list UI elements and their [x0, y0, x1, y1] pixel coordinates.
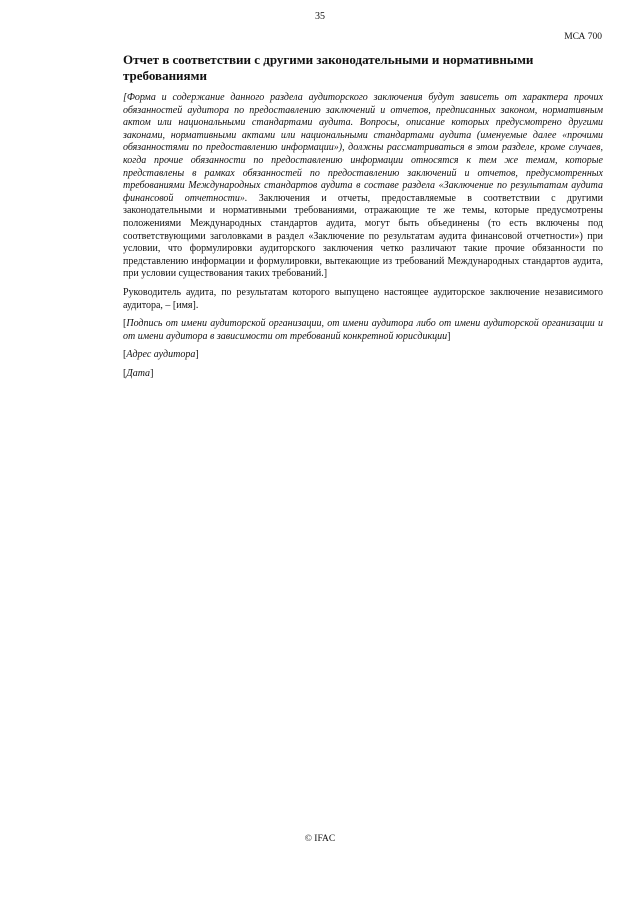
paragraph-italic-text: [Форма и содержание данного раздела аудиторского заключения будут зависеть от характера прочих обязанностей аудитора по предоставлению заключений и отчетов, предписанных законом, нормативным актом или национальными стандартами аудита. Вопросы, описание которых предусмотрено другими законами, нормативными актами или национальными стандартами аудита (именуемые далее «прочими обязанностями по предоставлению информации»), должны рассматриваться в этом разделе, кроме случаев, когда прочие обязанности по предоставлению информации относятся к тем же темам, которые представлены в рамках обязанностей по предоставлению заключений и отчетов, предусмотренных требованиями Международных стандартов аудита в составе раздела «Заключение по результатам аудита финансовой отчетности».	[123, 92, 603, 204]
paragraph-other-reporting	[123, 92, 603, 281]
bracket-open: [	[123, 349, 127, 361]
date-placeholder: Дата	[126, 367, 151, 379]
paragraph-signature	[123, 318, 603, 343]
bracket-close: ]	[150, 367, 154, 379]
section-title: Отчет в соответствии с другими законодательными и нормативными требованиями	[123, 52, 534, 83]
standard-code: МСА 700	[564, 32, 602, 42]
bracket-close: ]	[447, 330, 451, 342]
footer-copyright: © IFAC	[304, 834, 336, 844]
address-placeholder: Адрес аудитора	[126, 349, 196, 361]
page-number: 35	[315, 11, 325, 22]
paragraph-regular-text: Заключения и отчеты, предоставляемые в соответствии с другими законодательными и нормативными требованиями, отражающие те же темы, которые предусмотрены положениями Международных стандартов аудита, могут быть объединены (то есть включены под соответствующими заголовками в раздел «Заключение по результатам аудита финансовой отчетности») при условии, что формулировки аудиторского заключения четко различают такие прочие обязанности по представлению информации и формулировки, вытекающие из требований Международных стандартов аудита, при условии существования таких требований.]	[123, 192, 603, 280]
page-content	[123, 52, 603, 386]
paragraph-engagement-partner: Руководитель аудита, по результатам которого выпущено настоящее аудиторское заключение независимого аудитора, – [имя].	[123, 286, 603, 311]
bracket-open: [	[123, 318, 127, 330]
bracket-open: [	[123, 367, 127, 379]
bracket-close: ]	[195, 349, 199, 361]
signature-placeholder: Подпись от имени аудиторской организации, от имени аудитора либо от имени аудиторской организации и от имени аудитора в зависимости от требований конкретной юрисдикции	[123, 318, 603, 342]
paragraph-address	[123, 349, 603, 362]
paragraph-date	[123, 368, 603, 381]
